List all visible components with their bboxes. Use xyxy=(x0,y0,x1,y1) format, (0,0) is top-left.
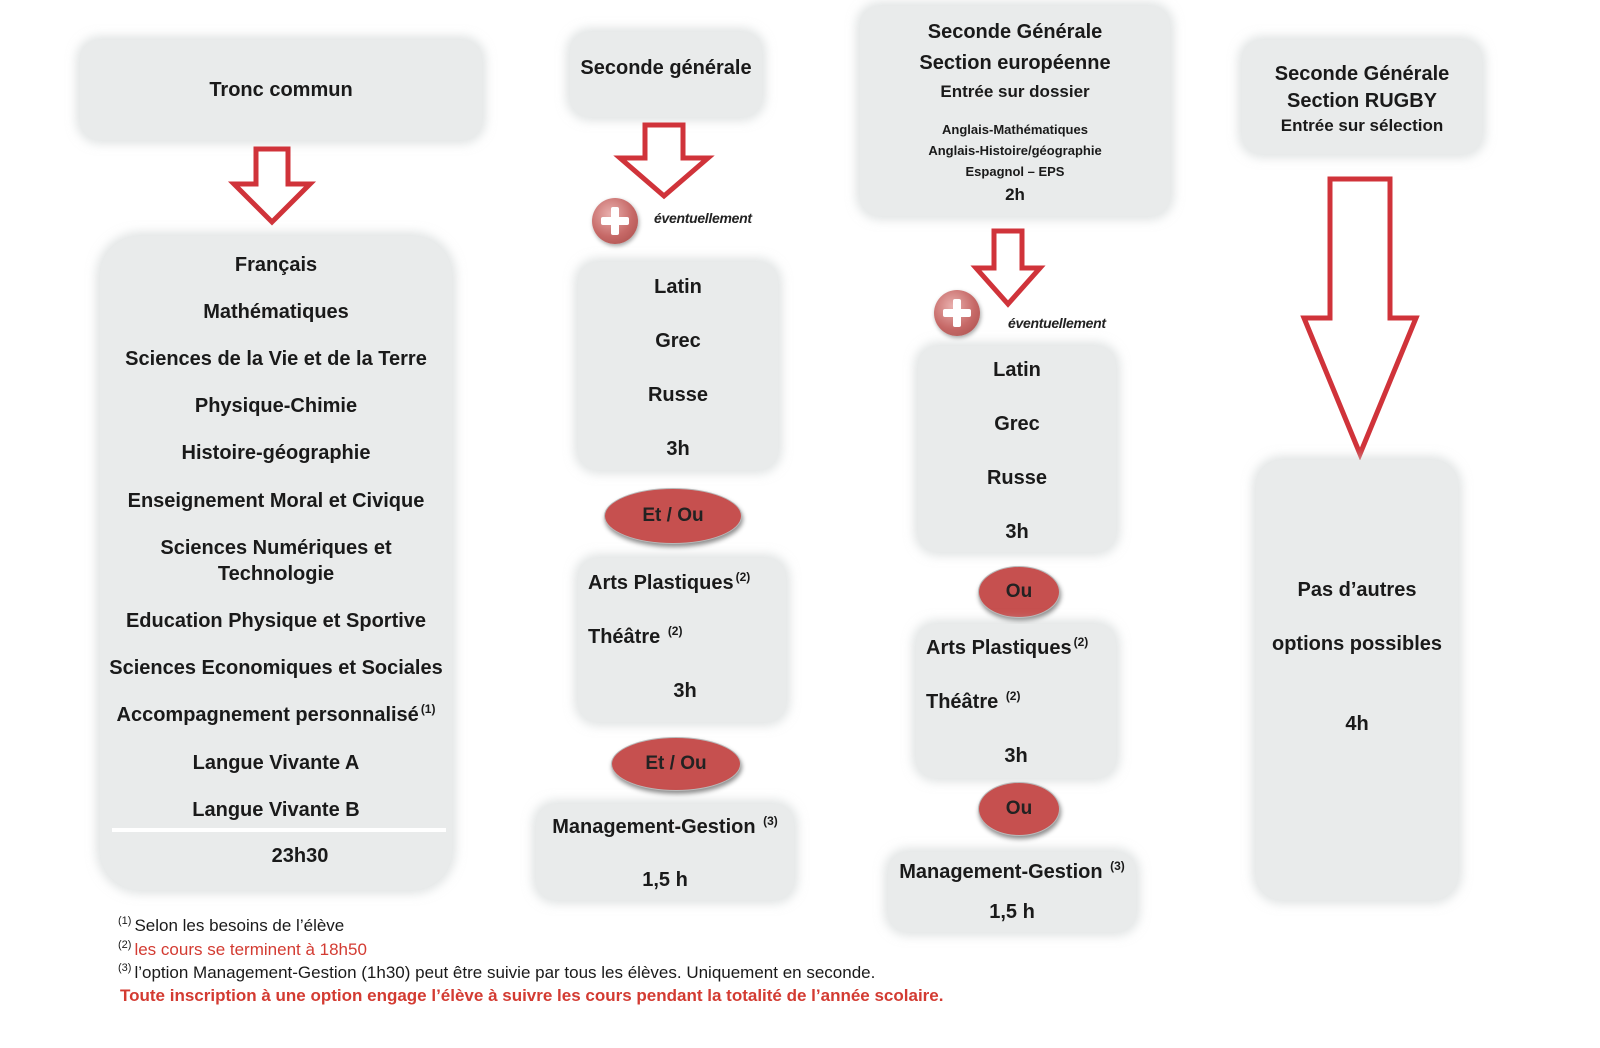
langues-anciennes-box xyxy=(578,262,778,470)
subject-item: Physique-Chimie xyxy=(194,395,358,417)
footnote-ref-2: (2) xyxy=(1073,635,1089,650)
footnote-mark: (3) xyxy=(118,962,132,975)
subject-item: Enseignement Moral et Civique xyxy=(127,490,425,512)
management-label: Management-Gestion xyxy=(899,861,1103,883)
subject-item: Sciences Economiques et Sociales xyxy=(109,657,443,679)
rugby-options-text: Pas d’autres xyxy=(1297,579,1417,601)
plus-icon xyxy=(592,198,638,244)
subject-item: Technologie xyxy=(217,563,335,585)
arts-plastiques-label: Arts Plastiques xyxy=(926,637,1072,659)
footnote-1-text: Selon les besoins de l’élève xyxy=(134,916,345,935)
seconde-generale-header-box xyxy=(570,32,762,117)
option-hours: 3h xyxy=(1004,745,1028,767)
rugby-options-box xyxy=(1256,460,1458,900)
section-rugby-header-box xyxy=(1242,40,1482,154)
theatre-label: Théâtre xyxy=(588,626,661,648)
section-rugby-title-line: Section RUGBY xyxy=(1286,90,1438,112)
theatre-label: Théâtre xyxy=(926,691,999,713)
plus-icon xyxy=(934,290,980,336)
section-europeenne-detail: Anglais-Histoire/géographie xyxy=(928,143,1102,158)
rugby-hours: 4h xyxy=(1345,713,1369,735)
option-hours: 1,5 h xyxy=(989,901,1035,923)
footnote-3-text: l’option Management-Gestion (1h30) peut être suivie par tous les élèves. Uniquement en seconde. xyxy=(134,963,876,982)
footnote-ref-3: (3) xyxy=(1110,859,1125,874)
subject-item: Langue Vivante A xyxy=(192,752,360,774)
option-russe: Russe xyxy=(647,384,709,406)
eventuellement-label: éventuellement xyxy=(654,210,752,226)
subject-item: Français xyxy=(234,254,318,276)
subject-item: Education Physique et Sportive xyxy=(125,610,427,632)
footnote-ref-1: (1) xyxy=(420,702,436,717)
section-europeenne-title-line: Section européenne xyxy=(919,52,1111,74)
tronc-commun-subjects-box xyxy=(100,236,452,890)
section-europeenne-detail: Espagnol – EPS xyxy=(965,164,1065,179)
down-arrow-icon xyxy=(230,146,314,226)
ou-connector: Ou xyxy=(978,782,1060,836)
option-grec: Grec xyxy=(994,413,1040,435)
option-management xyxy=(888,860,1136,884)
option-hours: 1,5 h xyxy=(642,869,688,891)
arts-box xyxy=(916,624,1116,778)
option-arts-plastiques xyxy=(926,636,1088,660)
subject-item: Langue Vivante B xyxy=(192,799,360,821)
tronc-commun-header-box xyxy=(80,40,482,140)
down-arrow-icon xyxy=(616,122,712,200)
option-hours: 3h xyxy=(1005,521,1029,543)
subject-item: Histoire-géographie xyxy=(181,442,371,464)
subject-item: Mathématiques xyxy=(203,301,349,323)
subject-item: Sciences de la Vie et de la Terre xyxy=(125,348,427,370)
section-europeenne-detail: Anglais-Mathématiques xyxy=(942,122,1088,137)
option-russe: Russe xyxy=(986,467,1048,489)
management-box xyxy=(888,852,1136,932)
section-europeenne-header-box xyxy=(860,6,1170,216)
footnote-ref-2: (2) xyxy=(1005,689,1021,704)
footnote-2 xyxy=(118,940,367,960)
footnote-2-text: les cours se terminent à 18h50 xyxy=(134,940,367,959)
section-rugby-title-line: Seconde Générale xyxy=(1274,63,1450,85)
footnote-warning: Toute inscription à une option engage l’élève à suivre les cours pendant la totalité de l’année scolaire. xyxy=(120,986,944,1005)
option-latin: Latin xyxy=(993,359,1041,381)
arts-box xyxy=(578,558,786,722)
option-latin: Latin xyxy=(654,276,702,298)
footnote-3 xyxy=(118,963,875,983)
divider-line xyxy=(112,828,446,832)
footnote-ref-3: (3) xyxy=(763,814,778,829)
subject-item: Sciences Numériques et xyxy=(160,537,392,559)
subject-item xyxy=(100,703,452,727)
rugby-options-text: options possibles xyxy=(1271,633,1443,655)
footnote-ref-2: (2) xyxy=(735,570,751,585)
footnote-1 xyxy=(118,916,344,936)
option-management xyxy=(536,815,794,839)
subject-accompagnement-label: Accompagnement personnalisé xyxy=(116,704,419,726)
tronc-commun-total: 23h30 xyxy=(271,845,329,867)
footnote-mark: (1) xyxy=(118,915,132,928)
section-europeenne-hours: 2h xyxy=(1005,185,1025,204)
section-europeenne-title-line: Seconde Générale xyxy=(927,21,1103,43)
section-europeenne-entry: Entrée sur dossier xyxy=(940,82,1090,101)
footnote-ref-2: (2) xyxy=(667,624,683,639)
et-ou-connector: Et / Ou xyxy=(611,737,741,791)
tronc-commun-title: Tronc commun xyxy=(209,79,353,101)
option-hours: 3h xyxy=(666,438,690,460)
seconde-generale-title: Seconde générale xyxy=(580,57,752,79)
option-grec: Grec xyxy=(655,330,701,352)
option-arts-plastiques xyxy=(588,571,750,595)
option-hours: 3h xyxy=(673,680,697,702)
arts-plastiques-label: Arts Plastiques xyxy=(588,572,734,594)
section-rugby-entry: Entrée sur sélection xyxy=(1280,116,1444,135)
option-theatre xyxy=(588,625,682,649)
down-arrow-icon xyxy=(1300,176,1420,458)
langues-anciennes-box xyxy=(918,346,1116,552)
down-arrow-icon xyxy=(972,228,1044,308)
et-ou-connector: Et / Ou xyxy=(604,488,742,544)
management-label: Management-Gestion xyxy=(552,816,756,838)
management-box xyxy=(536,804,794,900)
footnote-mark: (2) xyxy=(118,939,132,952)
ou-connector: Ou xyxy=(978,566,1060,618)
option-theatre xyxy=(926,690,1020,714)
eventuellement-label: éventuellement xyxy=(1008,315,1106,331)
